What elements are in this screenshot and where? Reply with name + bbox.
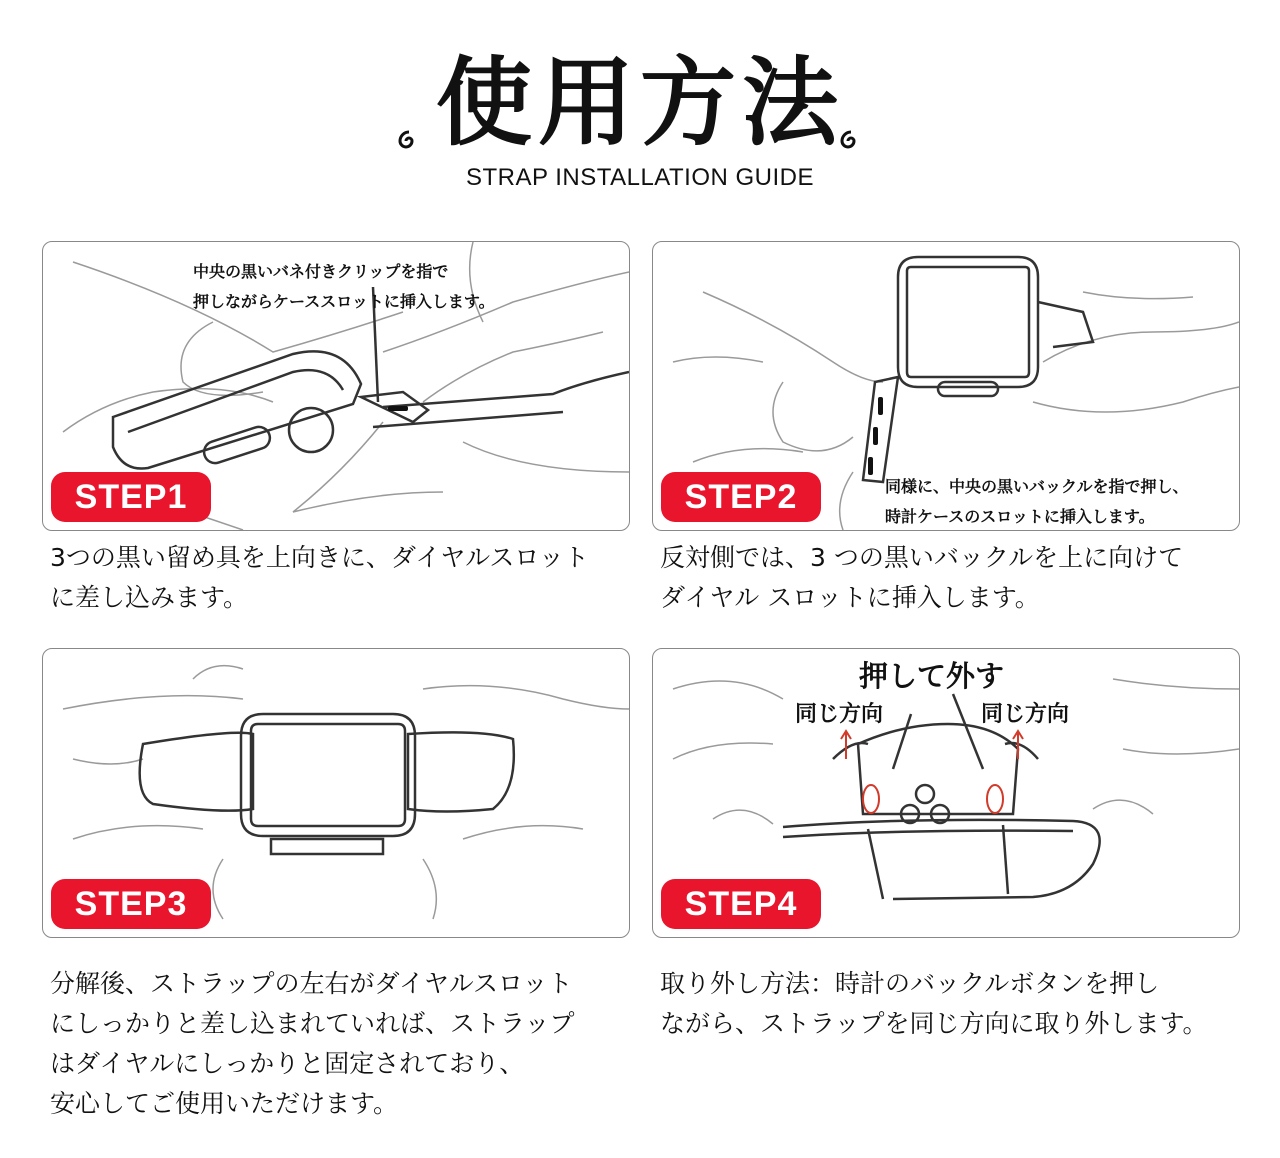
swirl-icon xyxy=(838,128,864,154)
step2-badge: STEP2 xyxy=(661,472,821,522)
step2-caption: 反対側では、3 つの黒いバックルを上に向けて ダイヤル スロットに挿入します。 xyxy=(660,543,1184,612)
step1-panel xyxy=(42,241,630,531)
step1-note: 中央の黒いバネ付きクリップを指で 押しながらケーススロットに挿入します。 xyxy=(193,262,495,311)
step3-badge: STEP3 xyxy=(51,879,211,929)
step2-note: 同様に、中央の黒いバックルを指で押し、 時計ケースのスロットに挿入します。 xyxy=(885,477,1189,526)
step4-left-label: 同じ方向 xyxy=(795,702,884,727)
swirl-icon xyxy=(396,128,422,154)
step1-badge: STEP1 xyxy=(51,472,211,522)
step4-panel xyxy=(652,648,1240,938)
step4-caption: 取り外し方法：時計のバックルボタンを押し ながら、ストラップを同じ方向に取り外します。 xyxy=(660,969,1208,1038)
step3-caption: 分解後、ストラップの左右がダイヤルスロット にしっかりと差し込まれていれば、ストラップ はダイヤルにしっかりと固定されており、 安心してご使用いただけます。 xyxy=(50,969,575,1118)
page-title: 使用方法 xyxy=(436,47,844,159)
step4-main-label: 押して外す xyxy=(859,659,1005,693)
step3-panel xyxy=(42,648,630,938)
page-subtitle: STRAP INSTALLATION GUIDE xyxy=(465,164,815,191)
step1-caption: 3つの黒い留め具を上向きに、ダイヤルスロット に差し込みます。 xyxy=(50,543,589,612)
step4-badge: STEP4 xyxy=(661,879,821,929)
step4-right-label: 同じ方向 xyxy=(981,702,1070,727)
step2-panel xyxy=(652,241,1240,531)
